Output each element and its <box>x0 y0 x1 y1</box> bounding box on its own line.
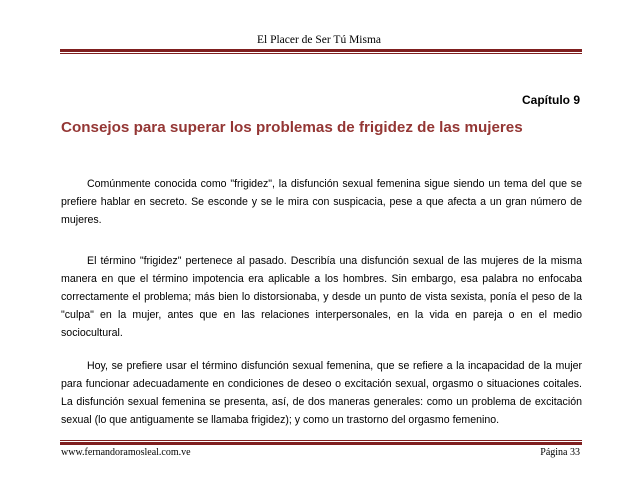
footer-rule-thin <box>60 440 582 441</box>
footer-website-link[interactable]: www.fernandoramosleal.com.ve <box>61 447 191 458</box>
header-rule-thick <box>60 49 582 52</box>
running-header: El Placer de Ser Tú Misma <box>256 34 382 46</box>
section-title: Consejos para superar los problemas de frigidez de las mujeres <box>61 119 523 136</box>
footer-rule-thick <box>60 442 582 445</box>
paragraph-1: Comúnmente conocida como "frigidez", la disfunción sexual femenina sigue siendo un tema del que se prefiere hablar en secreto. Se esconde y se le mira con suspicacia, pese a que afecta a un gran número de mujeres. <box>61 177 582 226</box>
chapter-label: Capítulo 9 <box>521 93 580 107</box>
paragraph-3: Hoy, se prefiere usar el término disfunción sexual femenina, que se refiere a la incapacidad de la mujer para funcionar adecuadamente en condiciones de deseo o excitación sexual, orgasmo o situaciones coitales. La disfunción sexual femenina se presenta, así, de dos maneras generales: como un problema de excitación sexual (lo que antiguamente se llamaba frigidez); y como un trastorno del orgasmo femenino. <box>61 359 582 427</box>
header-rule-thin <box>60 53 582 54</box>
paragraph-2: El término "frigidez" pertenece al pasado. Describía una disfunción sexual de las mujeres de la misma manera en que el término impotencia era aplicable a los hombres. Sin embargo, esa palabra no enfocaba correctamente el problema; más bien lo distorsionaba, y desde un punto de vista sexista, ponía el peso de la "culpa" en la mujer, antes que en las relaciones interpersonales, en la vida en pareja o en el medio sociocultural. <box>61 254 582 340</box>
page-number: Página 33 <box>540 447 580 458</box>
